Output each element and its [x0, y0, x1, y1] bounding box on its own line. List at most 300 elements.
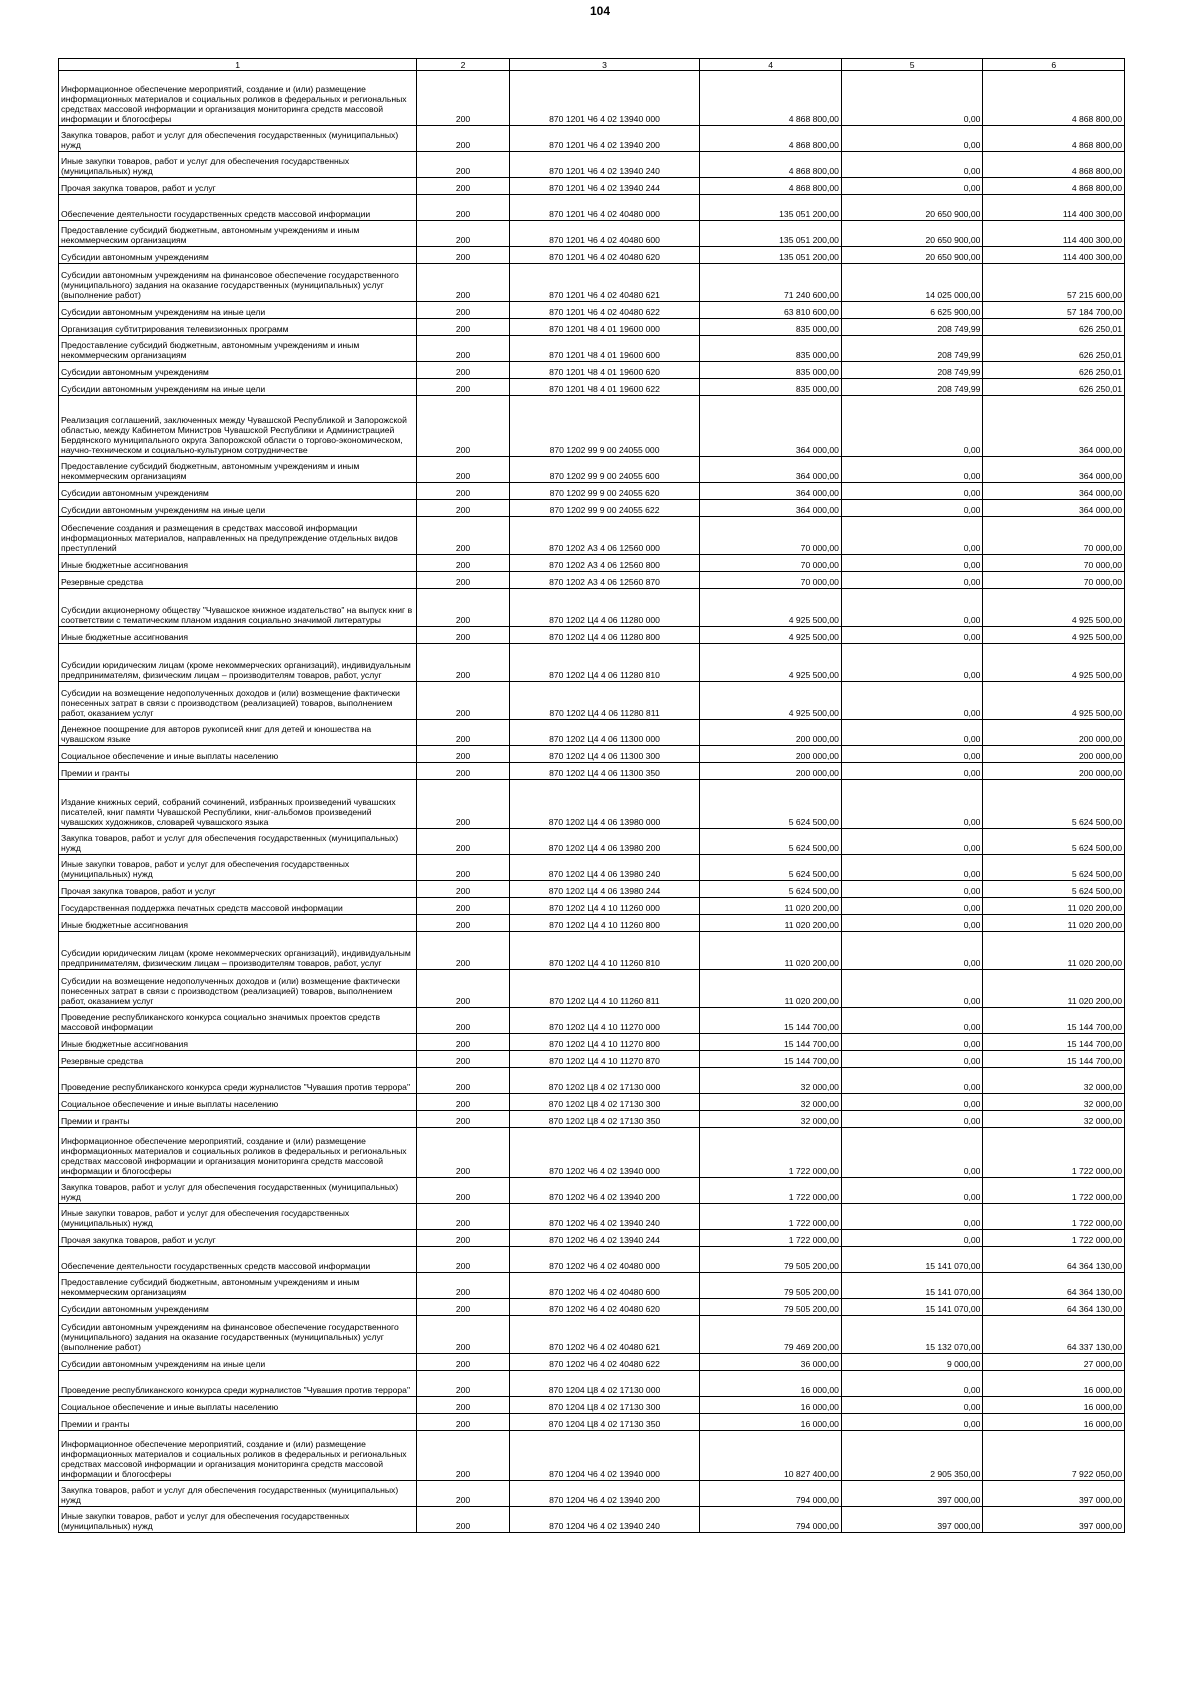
- table-row: [59, 915, 1125, 932]
- row-line-code: 200: [417, 1371, 509, 1397]
- row-budget-code: 870 1201 Ч6 4 02 40480 622: [509, 302, 700, 319]
- row-amount-total: 1 722 000,00: [983, 1230, 1125, 1247]
- row-amount-approved: 70 000,00: [700, 555, 842, 572]
- row-amount-total: 70 000,00: [983, 517, 1125, 555]
- row-line-code: 200: [417, 302, 509, 319]
- row-name: Субсидии автономным учреждениям на иные цели: [59, 500, 417, 517]
- row-amount-approved: 4 868 800,00: [700, 178, 842, 195]
- row-line-code: 200: [417, 644, 509, 682]
- row-name: Социальное обеспечение и иные выплаты населению: [59, 1397, 417, 1414]
- row-budget-code: 870 1204 Ц8 4 02 17130 000: [509, 1371, 700, 1397]
- row-amount-total: 364 000,00: [983, 500, 1125, 517]
- row-budget-code: 870 1202 Ц4 4 06 11280 000: [509, 589, 700, 627]
- row-name: Субсидии автономным учреждениям на финансовое обеспечение государственного (муниципального) задания на оказание государственных (муниципальных) услуг (выполнение работ): [59, 264, 417, 302]
- row-name: Премии и гранты: [59, 763, 417, 780]
- row-amount-total: 70 000,00: [983, 555, 1125, 572]
- row-amount-approved: 15 144 700,00: [700, 1034, 842, 1051]
- row-amount-approved: 63 810 600,00: [700, 302, 842, 319]
- table-row: [59, 1371, 1125, 1397]
- row-amount-total: 32 000,00: [983, 1068, 1125, 1094]
- row-amount-change: 0,00: [841, 746, 983, 763]
- row-budget-code: 870 1201 Ч6 4 02 40480 620: [509, 247, 700, 264]
- row-amount-approved: 794 000,00: [700, 1481, 842, 1507]
- row-amount-change: 0,00: [841, 932, 983, 970]
- column-header-1: 1: [59, 59, 417, 71]
- row-amount-total: 16 000,00: [983, 1371, 1125, 1397]
- row-amount-approved: 70 000,00: [700, 572, 842, 589]
- row-amount-total: 1 722 000,00: [983, 1128, 1125, 1178]
- row-budget-code: 870 1202 99 9 00 24055 000: [509, 396, 700, 457]
- table-row: [59, 970, 1125, 1008]
- row-amount-change: 0,00: [841, 627, 983, 644]
- table-row: [59, 1273, 1125, 1299]
- row-amount-change: 9 000,00: [841, 1354, 983, 1371]
- column-header-6: 6: [983, 59, 1125, 71]
- row-amount-change: 0,00: [841, 915, 983, 932]
- row-amount-change: 0,00: [841, 555, 983, 572]
- table-row: [59, 247, 1125, 264]
- row-budget-code: 870 1201 Ч8 4 01 19600 622: [509, 379, 700, 396]
- table-row: [59, 1008, 1125, 1034]
- row-budget-code: 870 1202 Ц4 4 06 13980 240: [509, 855, 700, 881]
- row-amount-total: 5 624 500,00: [983, 780, 1125, 829]
- row-name: Издание книжных серий, собраний сочинений, избранных произведений чувашских писателей, книг памяти Чувашской Республики, книг-альбомов произведений чувашских художников, словарей чувашского языка: [59, 780, 417, 829]
- row-amount-total: 4 925 500,00: [983, 682, 1125, 720]
- row-name: Социальное обеспечение и иные выплаты населению: [59, 1094, 417, 1111]
- row-budget-code: 870 1202 Ц4 4 06 13980 000: [509, 780, 700, 829]
- table-row: [59, 71, 1125, 126]
- row-line-code: 200: [417, 1354, 509, 1371]
- row-amount-change: 0,00: [841, 780, 983, 829]
- row-line-code: 200: [417, 1507, 509, 1533]
- row-amount-change: 0,00: [841, 483, 983, 500]
- row-amount-approved: 794 000,00: [700, 1507, 842, 1533]
- row-line-code: 200: [417, 1204, 509, 1230]
- row-budget-code: 870 1202 Ч6 4 02 13940 244: [509, 1230, 700, 1247]
- row-amount-total: 32 000,00: [983, 1094, 1125, 1111]
- row-amount-total: 364 000,00: [983, 483, 1125, 500]
- row-amount-total: 200 000,00: [983, 763, 1125, 780]
- row-line-code: 200: [417, 1068, 509, 1094]
- row-amount-change: 0,00: [841, 1094, 983, 1111]
- row-budget-code: 870 1204 Ч6 4 02 13940 240: [509, 1507, 700, 1533]
- row-amount-total: 1 722 000,00: [983, 1204, 1125, 1230]
- row-name: Предоставление субсидий бюджетным, автономным учреждениям и иным некоммерческим организациям: [59, 1273, 417, 1299]
- row-amount-total: 4 925 500,00: [983, 627, 1125, 644]
- row-amount-change: 20 650 900,00: [841, 247, 983, 264]
- row-amount-total: 114 400 300,00: [983, 221, 1125, 247]
- table-row: [59, 780, 1125, 829]
- row-amount-change: 0,00: [841, 829, 983, 855]
- row-budget-code: 870 1202 Ц4 4 10 11270 800: [509, 1034, 700, 1051]
- row-amount-total: 626 250,01: [983, 379, 1125, 396]
- row-line-code: 200: [417, 71, 509, 126]
- row-amount-total: 200 000,00: [983, 746, 1125, 763]
- table-row: [59, 1397, 1125, 1414]
- row-amount-approved: 4 925 500,00: [700, 589, 842, 627]
- row-amount-change: 0,00: [841, 457, 983, 483]
- row-name: Премии и гранты: [59, 1414, 417, 1431]
- row-line-code: 200: [417, 682, 509, 720]
- row-line-code: 200: [417, 1247, 509, 1273]
- row-amount-total: 15 144 700,00: [983, 1008, 1125, 1034]
- row-amount-total: 70 000,00: [983, 572, 1125, 589]
- row-name: Субсидии автономным учреждениям: [59, 247, 417, 264]
- row-amount-approved: 364 000,00: [700, 396, 842, 457]
- row-line-code: 200: [417, 247, 509, 264]
- row-amount-total: 15 144 700,00: [983, 1034, 1125, 1051]
- row-budget-code: 870 1202 А3 4 06 12560 800: [509, 555, 700, 572]
- row-amount-change: 0,00: [841, 1371, 983, 1397]
- row-amount-total: 4 868 800,00: [983, 71, 1125, 126]
- row-amount-approved: 11 020 200,00: [700, 898, 842, 915]
- table-row: [59, 178, 1125, 195]
- row-amount-change: 14 025 000,00: [841, 264, 983, 302]
- row-amount-approved: 835 000,00: [700, 379, 842, 396]
- row-line-code: 200: [417, 195, 509, 221]
- row-budget-code: 870 1202 Ц4 4 06 11300 300: [509, 746, 700, 763]
- table-row: [59, 1051, 1125, 1068]
- row-name: Субсидии автономным учреждениям: [59, 483, 417, 500]
- row-amount-total: 4 925 500,00: [983, 589, 1125, 627]
- row-name: Предоставление субсидий бюджетным, автономным учреждениям и иным некоммерческим организациям: [59, 457, 417, 483]
- row-line-code: 200: [417, 932, 509, 970]
- row-amount-approved: 364 000,00: [700, 483, 842, 500]
- row-name: Предоставление субсидий бюджетным, автономным учреждениям и иным некоммерческим организациям: [59, 221, 417, 247]
- row-budget-code: 870 1201 Ч6 4 02 40480 000: [509, 195, 700, 221]
- row-line-code: 200: [417, 178, 509, 195]
- table-row: [59, 396, 1125, 457]
- row-amount-change: 208 749,99: [841, 336, 983, 362]
- row-amount-approved: 200 000,00: [700, 746, 842, 763]
- row-amount-total: 57 215 600,00: [983, 264, 1125, 302]
- row-budget-code: 870 1202 Ц4 4 10 11260 811: [509, 970, 700, 1008]
- table-row: [59, 1094, 1125, 1111]
- row-budget-code: 870 1202 Ц4 4 10 11270 000: [509, 1008, 700, 1034]
- row-budget-code: 870 1201 Ч8 4 01 19600 000: [509, 319, 700, 336]
- table-row: [59, 1354, 1125, 1371]
- row-name: Субсидии юридическим лицам (кроме некоммерческих организаций), индивидуальным предпринимателям, физическим лицам – производителям товаров, работ, услуг: [59, 932, 417, 970]
- row-name: Денежное поощрение для авторов рукописей книг для детей и юношества на чувашском языке: [59, 720, 417, 746]
- row-budget-code: 870 1202 Ч6 4 02 40480 622: [509, 1354, 700, 1371]
- table-row: [59, 264, 1125, 302]
- row-budget-code: 870 1202 Ц4 4 06 11280 800: [509, 627, 700, 644]
- row-amount-total: 64 364 130,00: [983, 1299, 1125, 1316]
- row-line-code: 200: [417, 1273, 509, 1299]
- row-name: Иные закупки товаров, работ и услуг для обеспечения государственных (муниципальных) нужд: [59, 152, 417, 178]
- row-amount-approved: 16 000,00: [700, 1397, 842, 1414]
- budget-table: [58, 58, 1125, 1533]
- row-amount-total: 397 000,00: [983, 1481, 1125, 1507]
- row-line-code: 200: [417, 1481, 509, 1507]
- table-row: [59, 1128, 1125, 1178]
- row-line-code: 200: [417, 915, 509, 932]
- row-amount-total: 27 000,00: [983, 1354, 1125, 1371]
- row-amount-approved: 16 000,00: [700, 1371, 842, 1397]
- row-line-code: 200: [417, 1414, 509, 1431]
- row-budget-code: 870 1202 Ц4 4 06 13980 200: [509, 829, 700, 855]
- row-name: Иные бюджетные ассигнования: [59, 1034, 417, 1051]
- row-amount-approved: 364 000,00: [700, 500, 842, 517]
- row-amount-approved: 11 020 200,00: [700, 970, 842, 1008]
- row-line-code: 200: [417, 1230, 509, 1247]
- row-amount-change: 0,00: [841, 589, 983, 627]
- row-amount-change: 0,00: [841, 1230, 983, 1247]
- row-amount-total: 11 020 200,00: [983, 915, 1125, 932]
- row-line-code: 200: [417, 264, 509, 302]
- row-name: Иные бюджетные ассигнования: [59, 555, 417, 572]
- row-line-code: 200: [417, 1094, 509, 1111]
- table-row: [59, 336, 1125, 362]
- row-name: Информационное обеспечение мероприятий, создание и (или) размещение информационных материалов и социальных роликов в федеральных и региональных средствах массовой информации и организация мониторинга средств массовой информации и блогосферы: [59, 1431, 417, 1481]
- row-budget-code: 870 1201 Ч6 4 02 13940 200: [509, 126, 700, 152]
- table-row: [59, 195, 1125, 221]
- row-budget-code: 870 1202 Ц8 4 02 17130 000: [509, 1068, 700, 1094]
- row-amount-change: 0,00: [841, 1068, 983, 1094]
- row-amount-total: 114 400 300,00: [983, 195, 1125, 221]
- row-budget-code: 870 1201 Ч6 4 02 40480 621: [509, 264, 700, 302]
- row-amount-change: 0,00: [841, 970, 983, 1008]
- row-amount-total: 4 868 800,00: [983, 178, 1125, 195]
- table-row: [59, 829, 1125, 855]
- row-amount-approved: 32 000,00: [700, 1094, 842, 1111]
- row-line-code: 200: [417, 1397, 509, 1414]
- row-line-code: 200: [417, 1299, 509, 1316]
- row-budget-code: 870 1202 99 9 00 24055 600: [509, 457, 700, 483]
- row-amount-approved: 1 722 000,00: [700, 1178, 842, 1204]
- row-line-code: 200: [417, 517, 509, 555]
- row-name: Организация субтитрирования телевизионных программ: [59, 319, 417, 336]
- row-amount-change: 0,00: [841, 572, 983, 589]
- row-budget-code: 870 1202 Ч6 4 02 13940 240: [509, 1204, 700, 1230]
- row-name: Субсидии автономным учреждениям: [59, 362, 417, 379]
- row-name: Иные закупки товаров, работ и услуг для обеспечения государственных (муниципальных) нужд: [59, 1507, 417, 1533]
- row-line-code: 200: [417, 379, 509, 396]
- row-name: Субсидии на возмещение недополученных доходов и (или) возмещение фактически понесенных затрат в связи с производством (реализацией) товаров, выполнением работ, оказанием услуг: [59, 682, 417, 720]
- table-row: [59, 457, 1125, 483]
- table-row: [59, 500, 1125, 517]
- row-line-code: 200: [417, 881, 509, 898]
- column-header-4: 4: [700, 59, 842, 71]
- row-amount-approved: 15 144 700,00: [700, 1051, 842, 1068]
- row-line-code: 200: [417, 1431, 509, 1481]
- row-amount-approved: 15 144 700,00: [700, 1008, 842, 1034]
- row-budget-code: 870 1202 Ц4 4 10 11270 870: [509, 1051, 700, 1068]
- row-line-code: 200: [417, 1128, 509, 1178]
- row-budget-code: 870 1202 Ц8 4 02 17130 350: [509, 1111, 700, 1128]
- page-number: 104: [589, 4, 611, 18]
- row-line-code: 200: [417, 589, 509, 627]
- row-amount-approved: 32 000,00: [700, 1111, 842, 1128]
- row-line-code: 200: [417, 126, 509, 152]
- header-row: [59, 59, 1125, 71]
- table-row: [59, 1414, 1125, 1431]
- row-amount-change: 15 141 070,00: [841, 1273, 983, 1299]
- row-amount-change: 20 650 900,00: [841, 195, 983, 221]
- table-row: [59, 644, 1125, 682]
- row-amount-approved: 16 000,00: [700, 1414, 842, 1431]
- row-amount-change: 0,00: [841, 178, 983, 195]
- row-name: Закупка товаров, работ и услуг для обеспечения государственных (муниципальных) нужд: [59, 829, 417, 855]
- row-line-code: 200: [417, 483, 509, 500]
- row-amount-change: 15 141 070,00: [841, 1299, 983, 1316]
- row-amount-approved: 4 868 800,00: [700, 126, 842, 152]
- row-amount-change: 0,00: [841, 1178, 983, 1204]
- row-budget-code: 870 1202 Ч6 4 02 13940 000: [509, 1128, 700, 1178]
- row-line-code: 200: [417, 970, 509, 1008]
- table-row: [59, 517, 1125, 555]
- row-amount-total: 15 144 700,00: [983, 1051, 1125, 1068]
- row-amount-total: 64 364 130,00: [983, 1273, 1125, 1299]
- row-line-code: 200: [417, 898, 509, 915]
- row-line-code: 200: [417, 152, 509, 178]
- row-amount-total: 364 000,00: [983, 457, 1125, 483]
- row-amount-change: 397 000,00: [841, 1481, 983, 1507]
- row-name: Субсидии акционерному обществу "Чувашское книжное издательство" на выпуск книг в соответствии с тематическим планом издания социально значимой литературы: [59, 589, 417, 627]
- row-amount-change: 0,00: [841, 1128, 983, 1178]
- table-row: [59, 555, 1125, 572]
- row-name: Прочая закупка товаров, работ и услуг: [59, 1230, 417, 1247]
- row-budget-code: 870 1202 99 9 00 24055 622: [509, 500, 700, 517]
- row-budget-code: 870 1201 Ч6 4 02 13940 244: [509, 178, 700, 195]
- row-amount-change: 15 132 070,00: [841, 1316, 983, 1354]
- row-name: Информационное обеспечение мероприятий, создание и (или) размещение информационных материалов и социальных роликов в федеральных и региональных средствах массовой информации и организация мониторинга средств массовой информации и блогосферы: [59, 1128, 417, 1178]
- table-row: [59, 898, 1125, 915]
- row-amount-total: 11 020 200,00: [983, 970, 1125, 1008]
- table-row: [59, 1068, 1125, 1094]
- row-amount-change: 208 749,99: [841, 362, 983, 379]
- row-name: Резервные средства: [59, 572, 417, 589]
- row-amount-approved: 70 000,00: [700, 517, 842, 555]
- row-line-code: 200: [417, 362, 509, 379]
- row-amount-change: 0,00: [841, 152, 983, 178]
- row-name: Прочая закупка товаров, работ и услуг: [59, 178, 417, 195]
- table-row: [59, 1204, 1125, 1230]
- row-amount-total: 626 250,01: [983, 319, 1125, 336]
- table-row: [59, 855, 1125, 881]
- row-amount-change: 0,00: [841, 126, 983, 152]
- table-row: [59, 1507, 1125, 1533]
- table-row: [59, 1481, 1125, 1507]
- row-amount-total: 7 922 050,00: [983, 1431, 1125, 1481]
- row-amount-approved: 10 827 400,00: [700, 1431, 842, 1481]
- row-amount-change: 0,00: [841, 898, 983, 915]
- row-amount-change: 0,00: [841, 1397, 983, 1414]
- row-amount-total: 4 868 800,00: [983, 126, 1125, 152]
- row-amount-approved: 79 505 200,00: [700, 1247, 842, 1273]
- row-amount-approved: 835 000,00: [700, 319, 842, 336]
- row-amount-change: 6 625 900,00: [841, 302, 983, 319]
- row-amount-total: 114 400 300,00: [983, 247, 1125, 264]
- row-amount-approved: 36 000,00: [700, 1354, 842, 1371]
- row-amount-total: 11 020 200,00: [983, 932, 1125, 970]
- row-amount-change: 397 000,00: [841, 1507, 983, 1533]
- row-budget-code: 870 1202 Ч6 4 02 40480 621: [509, 1316, 700, 1354]
- row-amount-approved: 79 469 200,00: [700, 1316, 842, 1354]
- row-line-code: 200: [417, 1008, 509, 1034]
- row-amount-approved: 835 000,00: [700, 362, 842, 379]
- row-amount-total: 626 250,01: [983, 362, 1125, 379]
- row-line-code: 200: [417, 396, 509, 457]
- table-row: [59, 1299, 1125, 1316]
- row-line-code: 200: [417, 319, 509, 336]
- row-budget-code: 870 1202 Ц4 4 06 11300 000: [509, 720, 700, 746]
- row-amount-approved: 135 051 200,00: [700, 195, 842, 221]
- row-budget-code: 870 1202 99 9 00 24055 620: [509, 483, 700, 500]
- row-amount-total: 397 000,00: [983, 1507, 1125, 1533]
- column-header-2: 2: [417, 59, 509, 71]
- row-amount-approved: 5 624 500,00: [700, 881, 842, 898]
- row-amount-total: 4 868 800,00: [983, 152, 1125, 178]
- row-name: Государственная поддержка печатных средств массовой информации: [59, 898, 417, 915]
- table-row: [59, 1431, 1125, 1481]
- row-amount-approved: 5 624 500,00: [700, 780, 842, 829]
- row-line-code: 200: [417, 627, 509, 644]
- row-budget-code: 870 1204 Ч6 4 02 13940 000: [509, 1431, 700, 1481]
- table-row: [59, 1316, 1125, 1354]
- row-name: Закупка товаров, работ и услуг для обеспечения государственных (муниципальных) нужд: [59, 1481, 417, 1507]
- row-amount-approved: 1 722 000,00: [700, 1204, 842, 1230]
- row-budget-code: 870 1202 Ц4 4 06 13980 244: [509, 881, 700, 898]
- table-row: [59, 152, 1125, 178]
- table-row: [59, 1230, 1125, 1247]
- row-name: Иные бюджетные ассигнования: [59, 915, 417, 932]
- row-amount-approved: 4 868 800,00: [700, 152, 842, 178]
- row-line-code: 200: [417, 336, 509, 362]
- row-amount-approved: 4 925 500,00: [700, 627, 842, 644]
- row-budget-code: 870 1202 Ц8 4 02 17130 300: [509, 1094, 700, 1111]
- row-amount-total: 16 000,00: [983, 1414, 1125, 1431]
- row-line-code: 200: [417, 720, 509, 746]
- row-name: Социальное обеспечение и иные выплаты населению: [59, 746, 417, 763]
- row-amount-total: 4 925 500,00: [983, 644, 1125, 682]
- row-budget-code: 870 1202 Ч6 4 02 40480 600: [509, 1273, 700, 1299]
- table-row: [59, 1247, 1125, 1273]
- row-line-code: 200: [417, 555, 509, 572]
- row-name: Субсидии на возмещение недополученных доходов и (или) возмещение фактически понесенных затрат в связи с производством (реализацией) товаров, выполнением работ, оказанием услуг: [59, 970, 417, 1008]
- table-row: [59, 746, 1125, 763]
- row-amount-change: 0,00: [841, 644, 983, 682]
- table-row: [59, 720, 1125, 746]
- row-amount-change: 0,00: [841, 1034, 983, 1051]
- row-line-code: 200: [417, 1051, 509, 1068]
- row-name: Субсидии автономным учреждениям на иные цели: [59, 1354, 417, 1371]
- row-name: Закупка товаров, работ и услуг для обеспечения государственных (муниципальных) нужд: [59, 1178, 417, 1204]
- row-amount-change: 15 141 070,00: [841, 1247, 983, 1273]
- row-amount-total: 364 000,00: [983, 396, 1125, 457]
- row-budget-code: 870 1202 Ц4 4 10 11260 800: [509, 915, 700, 932]
- row-budget-code: 870 1204 Ч6 4 02 13940 200: [509, 1481, 700, 1507]
- row-amount-approved: 1 722 000,00: [700, 1128, 842, 1178]
- row-amount-approved: 4 925 500,00: [700, 682, 842, 720]
- row-name: Субсидии автономным учреждениям на иные цели: [59, 302, 417, 319]
- row-line-code: 200: [417, 221, 509, 247]
- row-budget-code: 870 1202 Ц4 4 06 11280 811: [509, 682, 700, 720]
- row-budget-code: 870 1201 Ч8 4 01 19600 600: [509, 336, 700, 362]
- row-amount-approved: 1 722 000,00: [700, 1230, 842, 1247]
- row-budget-code: 870 1201 Ч6 4 02 13940 000: [509, 71, 700, 126]
- row-amount-total: 32 000,00: [983, 1111, 1125, 1128]
- row-amount-change: 0,00: [841, 763, 983, 780]
- row-name: Обеспечение деятельности государственных средств массовой информации: [59, 1247, 417, 1273]
- row-amount-total: 11 020 200,00: [983, 898, 1125, 915]
- table-row: [59, 379, 1125, 396]
- row-amount-total: 200 000,00: [983, 720, 1125, 746]
- row-amount-change: 208 749,99: [841, 379, 983, 396]
- table-row: [59, 362, 1125, 379]
- table-row: [59, 302, 1125, 319]
- row-amount-change: 0,00: [841, 1111, 983, 1128]
